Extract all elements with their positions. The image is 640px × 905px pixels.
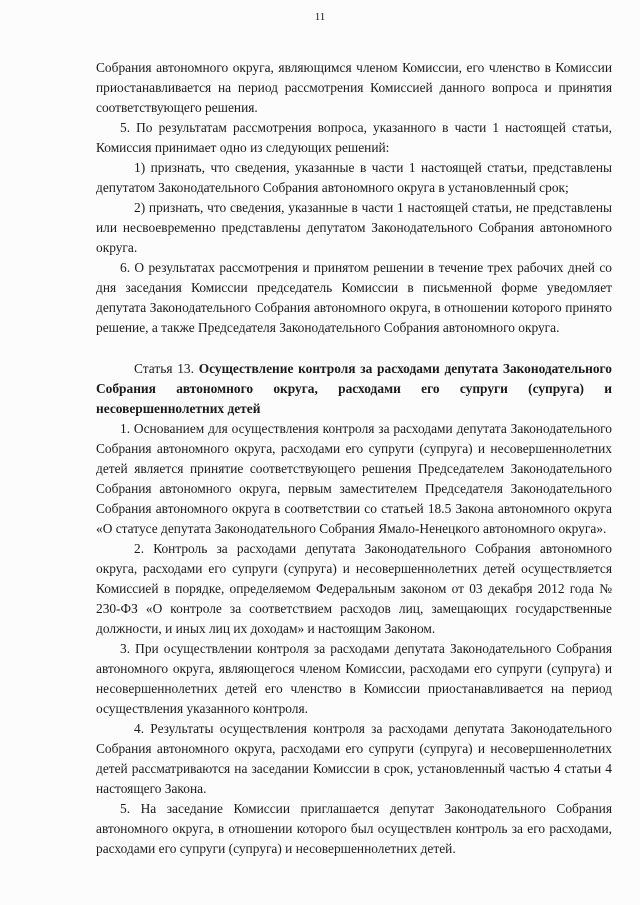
- article-title: Осуществление контроля за расходами депутата Законодательного Собрания автономного округа, расходами его супруги (супруга) и несовершеннолетних детей: [96, 361, 612, 416]
- article-heading: [96, 359, 612, 419]
- paragraph: 1) признать, что сведения, указанные в части 1 настоящей статьи, представлены депутатом Законодательного Собрания автономного округа в установленный срок;: [96, 160, 612, 195]
- paragraph: 2) признать, что сведения, указанные в части 1 настоящей статьи, не представлены или несвоевременно представлены депутатом Законодательного Собрания автономного округа.: [96, 200, 612, 255]
- article-paragraph: 2. Контроль за расходами депутата Законодательного Собрания автономного округа, расходами его супруги (супруга) и несовершеннолетних детей осуществляется Комиссией в порядке, определяемом Федеральным законом от 03 декабря 2012 года № 230-ФЗ «О контроле за соответствием расходов лиц, замещающих государственные должности, и иных лиц их доходам» и настоящим Законом.: [96, 541, 612, 636]
- article-paragraph: 3. При осуществлении контроля за расходами депутата Законодательного Собрания автономного округа, являющегося членом Комиссии, расходами его супруги (супруга) и несовершеннолетних детей его членство в Комиссии приостанавливается на период осуществления указанного контроля.: [96, 641, 612, 716]
- paragraph: 6. О результатах рассмотрения и принятом решении в течение трех рабочих дней со дня заседания Комиссии председатель Комиссии в письменной форме уведомляет депутата Законодательного Собрания автономного округа, в отношении которого принято решение, а также Председателя Законодательного Собрания автономного округа.: [96, 260, 612, 335]
- section-gap: [96, 338, 612, 359]
- page-number: 11: [314, 11, 326, 23]
- article-paragraph: 5. На заседание Комиссии приглашается депутат Законодательного Собрания автономного округа, в отношении которого был осуществлен контроль за его расходами, расходами его супруги (супруга) и несовершеннолетних детей.: [96, 801, 612, 856]
- paragraph: 5. По результатам рассмотрения вопроса, указанного в части 1 настоящей статьи, Комиссия принимает одно из следующих решений:: [96, 120, 612, 155]
- paragraph: Собрания автономного округа, являющимся членом Комиссии, его членство в Комиссии приостанавливается на период рассмотрения Комиссией данного вопроса и принятия соответствующего решения.: [96, 60, 612, 115]
- article-paragraph: 4. Результаты осуществления контроля за расходами депутата Законодательного Собрания автономного округа, расходами его супруги (супруга) и несовершеннолетних детей рассматриваются на заседании Комиссии в срок, установленный частью 4 статьи 4 настоящего Закона.: [96, 721, 612, 796]
- article-label: Статья 13.: [134, 361, 194, 376]
- article-paragraph: 1. Основанием для осуществления контроля за расходами депутата Законодательного Собрания автономного округа, расходами его супруги (супруга) и несовершеннолетних детей является принятие соответствующего решения Председателем Законодательного Собрания автономного округа, первым заместителем Председателя Законодательного Собрания автономного округа в соответствии со статьей 18.5 Закона автономного округа «О статусе депутата Законодательного Собрания Ямало-Ненецкого автономного округа».: [96, 421, 612, 536]
- document-body: [96, 58, 612, 859]
